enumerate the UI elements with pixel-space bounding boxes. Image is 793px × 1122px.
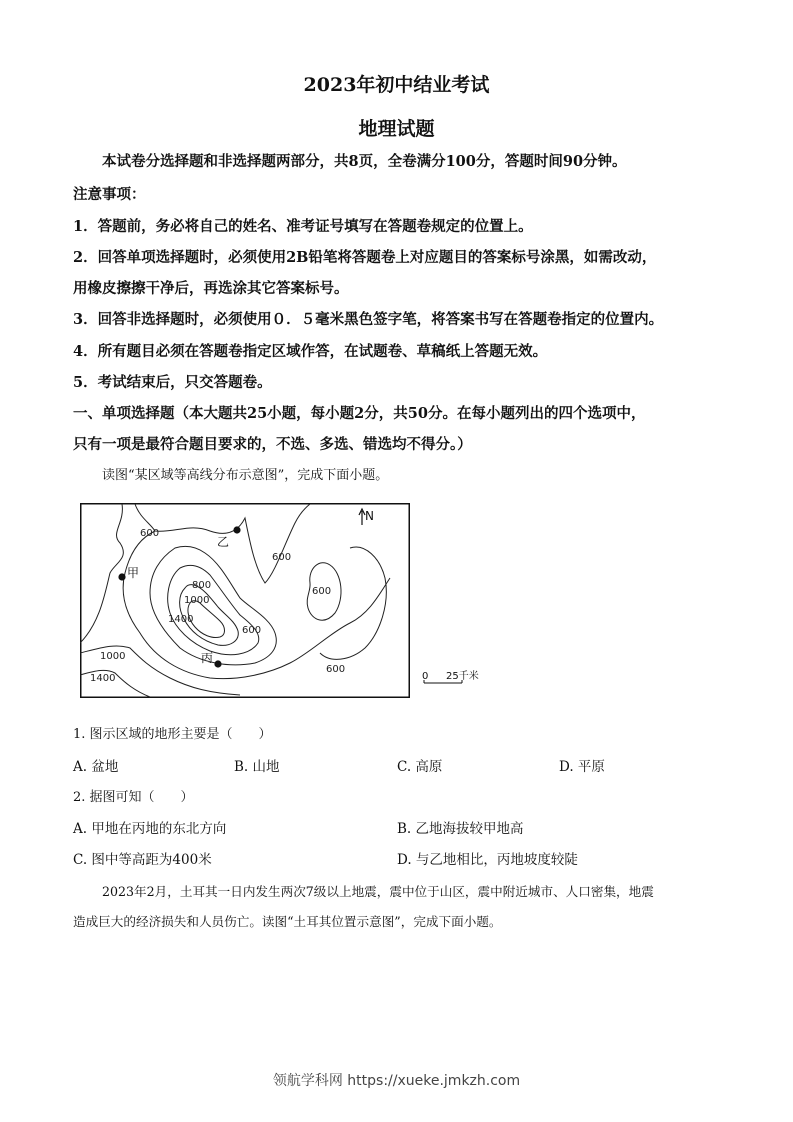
scale-bar [422, 668, 492, 688]
section1-line2: 只有一项是最符合题目要求的，不选、多选、错选均不得分。） [73, 436, 472, 453]
q2-stem: 2. 据图可知（ ） [73, 790, 194, 805]
notice-item-5: 5．考试结束后，只交答题卷。 [73, 374, 272, 391]
contour-label: 600 [312, 586, 332, 597]
point-yi-marker [233, 526, 240, 533]
contour-label: 1400 [168, 614, 194, 625]
notice-item-3: 3．回答非选择题时，必须使用０．５毫米黑色签字笔，将答案书写在答题卷指定的位置内。 [73, 311, 664, 328]
contour-label: 600 [326, 664, 346, 675]
q1-option-c[interactable]: C. 高原 [397, 759, 443, 775]
exam-title: 2023年初中结业考试 [303, 74, 490, 96]
passage2-line1: 2023年2月，土耳其一日内发生两次7级以上地震，震中位于山区，震中附近城市、人口密集，地震 [102, 884, 654, 899]
contour-map [80, 503, 410, 698]
q1-option-b[interactable]: B. 山地 [234, 759, 280, 775]
svg-text:0: 0 [422, 671, 429, 682]
footer-watermark: 领航学科网 https://xueke.jmkzh.com [272, 1073, 521, 1089]
notice-heading: 注意事项： [73, 186, 146, 203]
contour-label: 800 [192, 580, 212, 591]
q2-option-b[interactable]: B. 乙地海拔较甲地高 [397, 821, 524, 837]
q2-option-d[interactable]: D. 与乙地相比，丙地坡度较陡 [397, 852, 578, 868]
passage1-text: 读图“某区域等高线分布示意图”，完成下面小题。 [102, 468, 389, 483]
notice-item-1: 1．答题前，务必将自己的姓名、准考证号填写在答题卷规定的位置上。 [73, 218, 533, 235]
notice-item-2: 2．回答单项选择题时，必须使用2B铅笔将答题卷上对应题目的答案标号涂黑，如需改动， [73, 249, 657, 266]
contour-label: 600 [140, 528, 160, 539]
intro-text: 本试卷分选择题和非选择题两部分，共8页，全卷满分100分，答题时间90分钟。 [102, 153, 627, 170]
contour-label: 600 [272, 552, 292, 563]
exam-subtitle: 地理试题 [358, 118, 435, 140]
label-yi: 乙 [217, 535, 230, 549]
point-jia-marker [118, 573, 125, 580]
label-jia: 甲 [127, 566, 140, 580]
q2-option-a[interactable]: A. 甲地在丙地的东北方向 [73, 821, 227, 837]
contour-label: 1400 [90, 673, 116, 684]
contour-label: 600 [242, 625, 262, 636]
q2-option-c[interactable]: C. 图中等高距为400米 [73, 852, 212, 868]
notice-item-4: 4．所有题目必须在答题卷指定区域作答，在试题卷、草稿纸上答题无效。 [73, 343, 548, 360]
notice-item-2-cont: 用橡皮擦擦干净后，再选涂其它答案标号。 [73, 280, 349, 297]
passage2-line2: 造成巨大的经济损失和人员伤亡。读图“土耳其位置示意图”，完成下面小题。 [73, 914, 502, 929]
point-bing-marker [214, 660, 221, 667]
north-label: N [365, 509, 374, 523]
contour-label: 1000 [100, 651, 126, 662]
contour-label: 1000 [184, 595, 210, 606]
q1-option-d[interactable]: D. 平原 [559, 759, 605, 775]
section1-line1: 一、单项选择题（本大题共25小题，每小题2分，共50分。在每小题列出的四个选项中， [73, 405, 646, 422]
svg-text:25千米: 25千米 [446, 671, 479, 682]
q1-stem: 1. 图示区域的地形主要是（ ） [73, 727, 272, 742]
label-bing: 丙 [201, 651, 214, 665]
q1-option-a[interactable]: A. 盆地 [73, 759, 119, 775]
